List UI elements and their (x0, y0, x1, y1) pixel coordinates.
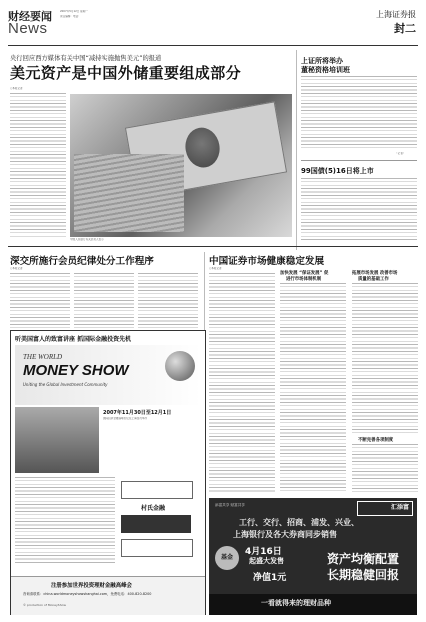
moneyshow-brand-the-world: THE WORLD (23, 353, 63, 361)
right-divider (301, 160, 417, 161)
moneyshow-phone: 咨询请联系：china.worldmoneyshowshanghai.com，免费电话：400-820-8200 (23, 592, 152, 596)
middle-right-title: 中国证券市场健康稳定发展 (209, 256, 325, 267)
huatai-line2: 上海银行及各大券商同步销售 (233, 530, 337, 539)
middle-right-byline: ○本报记者 (209, 267, 222, 270)
section-title-cn: 财经要闻 (8, 10, 52, 23)
middle-left-body (10, 273, 200, 329)
banknote-portrait (182, 125, 222, 170)
masthead (8, 8, 418, 44)
contact-line: 责任编辑：电话： (60, 15, 81, 18)
section-rule (8, 246, 418, 247)
right-top-title: 上证所将举办 (301, 57, 343, 65)
right-mid-title: 99国债(5)16日将上市 (301, 167, 374, 175)
moneyshow-headline: 听美国富人的致富讲座 抓国际金融投资先机 (15, 336, 132, 343)
huatai-pitch2: 长期稳健回报 (327, 568, 400, 582)
lead-body-col1 (10, 93, 66, 239)
huatai-footer: 一看就得来的理财品种 (261, 599, 331, 607)
moneyshow-footer-bar (11, 576, 205, 615)
section-title-en: News (8, 20, 48, 37)
sponsor-logo-3 (121, 539, 193, 557)
lead-photo (70, 94, 292, 237)
right-mid-body (301, 178, 417, 240)
huatai-slogan-a: 4月16日 (245, 547, 282, 557)
sponsor-logo-1 (121, 481, 193, 499)
date-line: 2007年5月12日 星期一 (60, 10, 88, 13)
paper-name: 上海证券报 (376, 10, 416, 19)
huatai-slogan-b: 起盛大发售 (249, 557, 284, 565)
globe-icon (165, 351, 195, 381)
sponsor-label-1: 村氏金融 (141, 505, 166, 512)
right-top-body (301, 76, 417, 150)
lead-kicker: 央行回应西方媒体有关中国“减持实施抛售美元”的报道 (10, 55, 162, 62)
moneyshow-body (15, 477, 115, 565)
moneyshow-brand: MONEY SHOW (23, 362, 129, 379)
lead-photo-caption: 中国人民银行有关负责人表示 (70, 238, 104, 241)
moneyshow-ad-box (10, 330, 206, 615)
moneyshow-date-sub: 国际投资金融高峰论坛在上海金茂举办 (103, 417, 148, 420)
middle-right-sub2: 拓展市场发展 改善市场 (352, 271, 398, 276)
huatai-ad[interactable] (209, 498, 417, 615)
huatai-line1: 工行、交行、招商、浦发、兴业、 (239, 518, 359, 527)
moneyshow-date: 2007年11月30日至12月1日 (103, 410, 172, 416)
moneyshow-photo (15, 407, 99, 473)
moneyshow-tagline: Uniting the Global Investment Community (23, 382, 108, 387)
huatai-brand-sub: 添富共享 财富共享 (215, 503, 245, 507)
moneyshow-banner (15, 345, 201, 405)
lead-byline: ○本报记者 (10, 87, 23, 90)
middle-left-title: 深交所施行会员纪律处分工作程序 (10, 256, 154, 267)
moneyshow-register[interactable]: 注册参加世界投资理财金融高峰会 (51, 583, 132, 589)
middle-right-body-col2 (280, 283, 346, 493)
middle-left-byline: ○本报记者 (10, 267, 23, 270)
cash-stack-photo (74, 154, 184, 232)
huatai-pitch1: 资产均衡配置 (327, 552, 400, 566)
page-label: 封二 (394, 22, 416, 35)
right-top-subtitle: 董秘资格培训班 (301, 66, 350, 74)
moneyshow-footer: © production of MoneyShow (23, 603, 66, 607)
middle-right-body-col3 (352, 283, 418, 433)
lead-title: 美元资产是中国外储重要组成部分 (10, 64, 242, 82)
middle-right-body-col3b (352, 444, 418, 492)
right-top-signoff: （记者） (395, 152, 406, 155)
huatai-footer-bar (209, 594, 417, 615)
middle-right-body-col1 (209, 273, 275, 493)
column-rule (296, 50, 297, 250)
sponsor-logo-2 (121, 515, 191, 533)
huatai-badge: 基金 (215, 546, 239, 570)
middle-right-sub2b: 质量的基础工作 (358, 277, 389, 282)
masthead-rule (8, 45, 418, 46)
huatai-brand: 汇添富 (390, 504, 409, 511)
huatai-slogan-c: 净值1元 (253, 573, 287, 583)
middle-right-sub3: 不断完善各项制度 (358, 438, 394, 443)
middle-right-sub1b: 进行市场体制机制 (286, 277, 322, 282)
middle-right-sub1: 加快发展 “保证发展” 促 (280, 271, 329, 276)
